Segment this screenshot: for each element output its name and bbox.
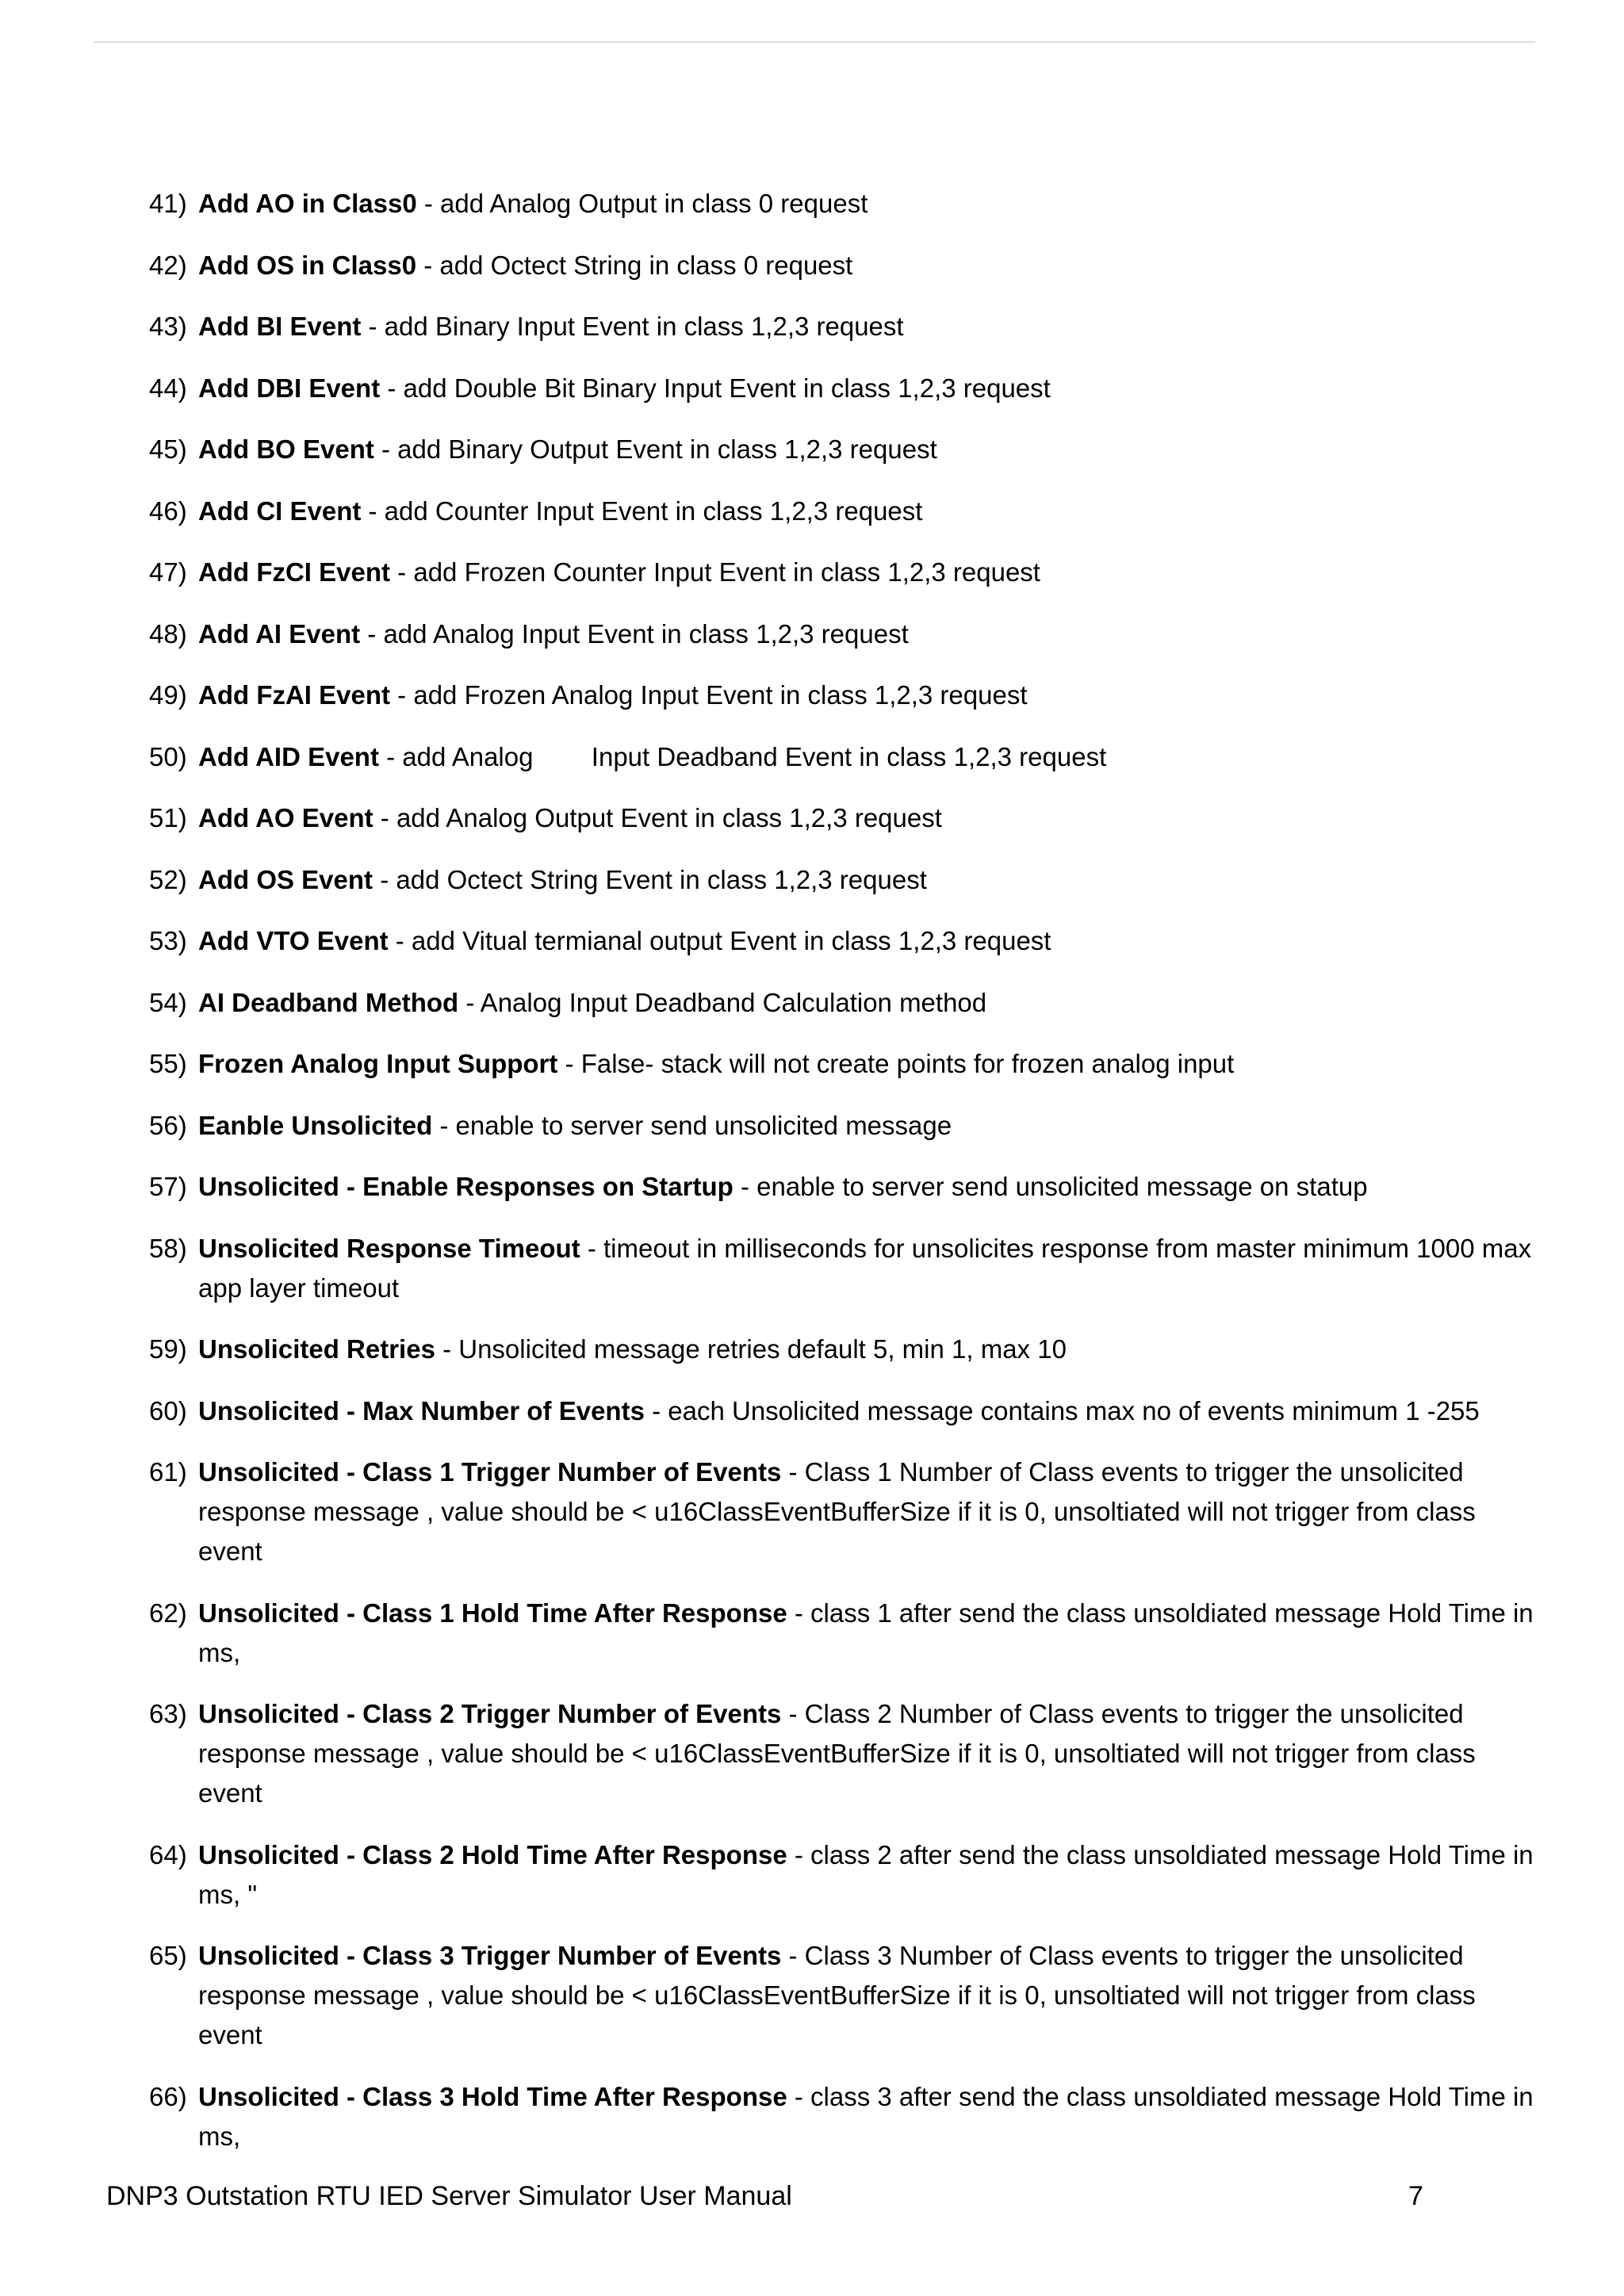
item-number: 64)	[149, 1839, 187, 1869]
item-title: Unsolicited - Class 1 Hold Time After Response	[198, 1598, 787, 1628]
item-description: - Class 2 Number of Class events to trigger the unsolicited response message , value should be < u16ClassEventBufferSize if it is 0, unsoltiated will not trigger from class event	[198, 1699, 1483, 1808]
item-number: 53)	[149, 926, 187, 955]
item-title: Unsolicited - Enable Responses on Startup	[198, 1172, 733, 1201]
item-number: 55)	[149, 1049, 187, 1078]
list-item	[149, 2077, 1545, 2156]
list-item	[149, 246, 1545, 285]
item-description: - add Frozen Counter Input Event in class 1,2,3 request	[390, 557, 1040, 587]
item-number: 46)	[149, 496, 187, 526]
list-item	[149, 430, 1545, 469]
item-number: 65)	[149, 1941, 187, 1970]
item-number: 56)	[149, 1110, 187, 1140]
item-number: 54)	[149, 987, 187, 1017]
item-title: Unsolicited - Class 2 Trigger Number of Events	[198, 1699, 782, 1728]
list-item	[149, 1229, 1545, 1308]
item-title: Add FzAI Event	[198, 680, 391, 710]
list-item	[149, 1330, 1545, 1369]
item-number: 41)	[149, 189, 187, 218]
list-item	[149, 1936, 1545, 2055]
item-title: Add VTO Event	[198, 926, 389, 955]
item-title: Add FzCI Event	[198, 557, 391, 587]
item-description: - add Double Bit Binary Input Event in class 1,2,3 request	[380, 373, 1051, 403]
item-description: - add Octect String Event in class 1,2,3 request	[373, 864, 927, 894]
item-number: 49)	[149, 680, 187, 710]
item-description: - timeout in milliseconds for unsolicites response from master minimum 1000 max app layer timeout	[198, 1233, 1539, 1303]
item-title: Add AO in Class0	[198, 189, 417, 218]
list-item	[149, 307, 1545, 346]
item-title: Add DBI Event	[198, 373, 381, 403]
item-number: 59)	[149, 1334, 187, 1364]
item-description: - enable to server send unsolicited message	[432, 1110, 952, 1140]
item-number: 51)	[149, 803, 187, 832]
item-number: 42)	[149, 250, 187, 280]
list-item	[149, 1594, 1545, 1673]
item-description: - add Counter Input Event in class 1,2,3 request	[361, 496, 923, 526]
item-title: Unsolicited - Class 1 Trigger Number of Events	[198, 1457, 782, 1487]
item-number: 66)	[149, 2081, 187, 2111]
item-number: 48)	[149, 618, 187, 649]
item-title: Unsolicited - Class 3 Trigger Number of Events	[198, 1941, 782, 1970]
item-title: Eanble Unsolicited	[198, 1110, 433, 1140]
item-title: Unsolicited - Class 2 Hold Time After Response	[198, 1839, 787, 1869]
item-title: Add AO Event	[198, 803, 373, 832]
item-description: - add Frozen Analog Input Event in class 1,2,3 request	[390, 680, 1028, 710]
item-title: Add OS in Class0	[198, 250, 417, 280]
item-description: - Unsolicited message retries default 5, min 1, max 10	[435, 1334, 1067, 1364]
item-title: Frozen Analog Input Support	[198, 1049, 558, 1078]
item-number: 45)	[149, 434, 187, 464]
item-number: 62)	[149, 1598, 187, 1628]
item-description: - class 3 after send the class unsoldiated message Hold Time in ms,	[198, 2081, 1541, 2151]
list-item	[149, 798, 1545, 838]
item-number: 47)	[149, 557, 187, 587]
item-description: - enable to server send unsolicited message on statup	[733, 1172, 1368, 1201]
item-description: - Class 3 Number of Class events to trigger the unsolicited response message , value should be < u16ClassEventBufferSize if it is 0, unsoltiated will not trigger from class event	[198, 1941, 1483, 2049]
list-item	[149, 737, 1545, 777]
item-title: Unsolicited - Class 3 Hold Time After Response	[198, 2081, 787, 2111]
list-item	[149, 553, 1545, 592]
list-item	[149, 1106, 1545, 1146]
item-title: Add BI Event	[198, 312, 362, 341]
item-title: Add BO Event	[198, 434, 374, 464]
item-description: - each Unsolicited message contains max no of events minimum 1 -255	[644, 1395, 1480, 1425]
list-item	[149, 675, 1545, 715]
item-number: 52)	[149, 864, 187, 894]
item-number: 61)	[149, 1457, 187, 1487]
item-description: - False- stack will not create points for frozen analog input	[557, 1049, 1235, 1078]
item-number: 63)	[149, 1699, 187, 1728]
item-description: - Class 1 Number of Class events to trigger the unsolicited response message , value should be < u16ClassEventBufferSize if it is 0, unsoltiated will not trigger from class event	[198, 1457, 1483, 1566]
list-item	[149, 1835, 1545, 1915]
page-number: 7	[1408, 2181, 1423, 2211]
item-title: Add CI Event	[198, 496, 362, 526]
item-title: Add AI Event	[198, 618, 361, 649]
item-title: Unsolicited Response Timeout	[198, 1233, 580, 1263]
list-item	[149, 1167, 1545, 1207]
list-item	[149, 1391, 1545, 1431]
list-item	[149, 860, 1545, 900]
item-title: Unsolicited - Max Number of Events	[198, 1395, 645, 1425]
item-number: 58)	[149, 1233, 187, 1263]
parameter-list	[149, 184, 1545, 2178]
item-title: Add AID Event	[198, 741, 379, 771]
item-number: 50)	[149, 741, 187, 771]
item-description: - add Analog Output Event in class 1,2,3 request	[373, 803, 942, 832]
item-description: - class 2 after send the class unsoldiated message Hold Time in ms, "	[198, 1839, 1541, 1909]
item-description: - add Binary Input Event in class 1,2,3 request	[361, 312, 904, 341]
item-description: - add Analog Output in class 0 request	[416, 189, 868, 218]
item-number: 60)	[149, 1395, 187, 1425]
item-title: Add OS Event	[198, 864, 373, 894]
item-description: - add Octect String in class 0 request	[416, 250, 853, 280]
list-item	[149, 1044, 1545, 1084]
item-number: 44)	[149, 373, 187, 403]
item-description: - add Binary Output Event in class 1,2,3 request	[373, 434, 937, 464]
item-number: 43)	[149, 312, 187, 341]
list-item	[149, 492, 1545, 531]
list-item	[149, 983, 1545, 1023]
list-item	[149, 1452, 1545, 1571]
item-description: - class 1 after send the class unsoldiated message Hold Time in ms,	[198, 1598, 1541, 1667]
list-item	[149, 184, 1545, 224]
header-rule	[94, 41, 1535, 43]
item-description: - Analog Input Deadband Calculation method	[458, 987, 987, 1017]
item-number: 57)	[149, 1172, 187, 1201]
list-item	[149, 369, 1545, 408]
item-description: - add Vitual termianal output Event in class 1,2,3 request	[388, 926, 1051, 955]
footer-title: DNP3 Outstation RTU IED Server Simulator User Manual	[106, 2181, 792, 2211]
list-item	[149, 614, 1545, 654]
item-title: Unsolicited Retries	[198, 1334, 435, 1364]
list-item	[149, 921, 1545, 961]
item-title: AI Deadband Method	[198, 987, 459, 1017]
list-item	[149, 1694, 1545, 1813]
item-description: - add Analog Input Deadband Event in class 1,2,3 request	[378, 741, 1107, 771]
item-description: - add Analog Input Event in class 1,2,3 request	[360, 618, 909, 649]
